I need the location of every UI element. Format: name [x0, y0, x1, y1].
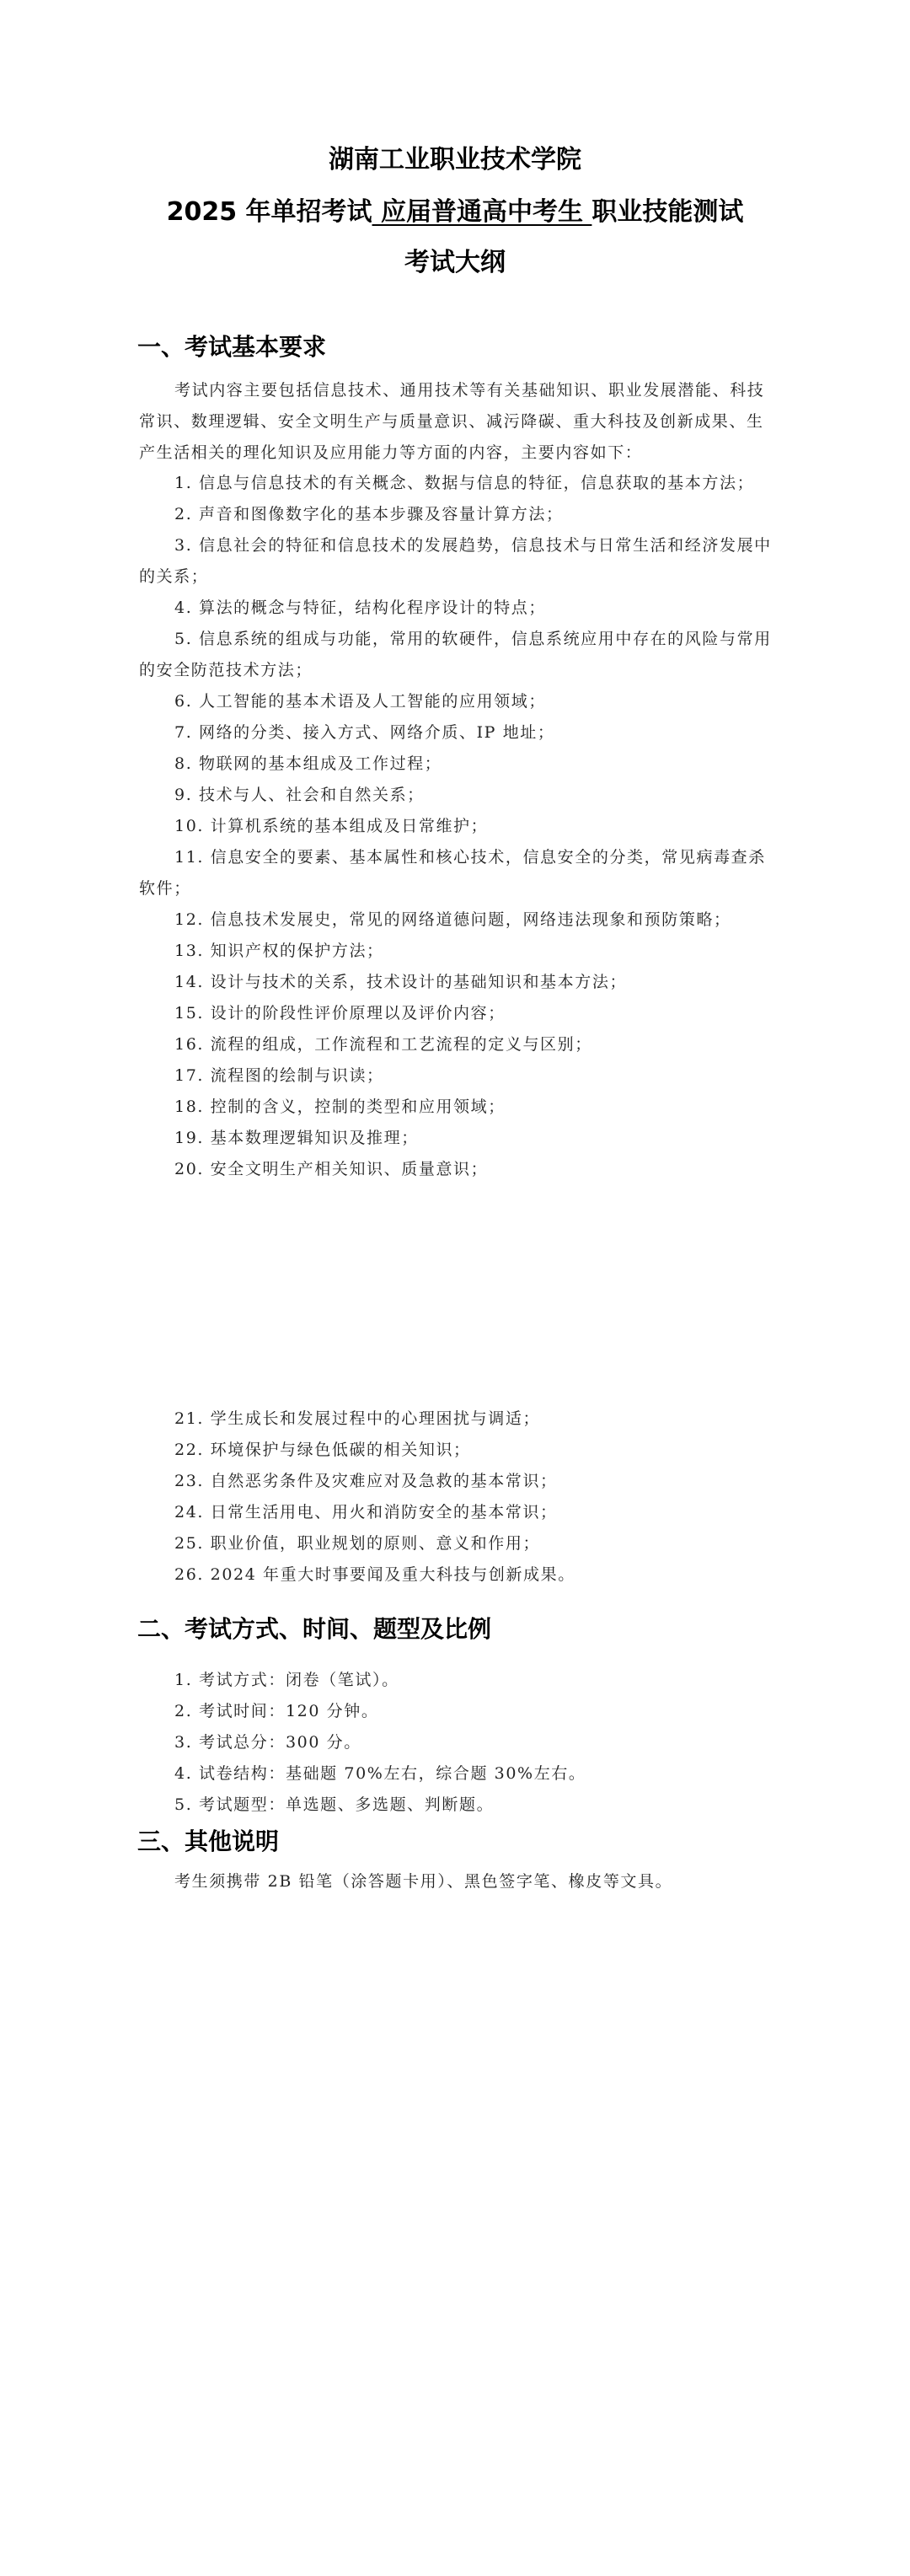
list-item: 2. 声音和图像数字化的基本步骤及容量计算方法；	[174, 505, 564, 523]
list-item: 5. 考试题型：单选题、多选题、判断题。	[174, 1795, 495, 1814]
subtitle-candidate-type: 应届普通高中考生	[372, 197, 592, 227]
section1-list-part1	[139, 468, 776, 1185]
institution-title: 湖南工业职业技术学院	[329, 145, 581, 174]
list-item: 20. 安全文明生产相关知识、质量意识；	[174, 1160, 489, 1178]
list-item: 19. 基本数理逻辑知识及推理；	[174, 1129, 419, 1147]
list-item: 24. 日常生活用电、用火和消防安全的基本常识；	[174, 1503, 558, 1521]
list-item: 1. 信息与信息技术的有关概念、数据与信息的特征，信息获取的基本方法；	[174, 474, 755, 492]
list-item: 3. 信息社会的特征和信息技术的发展趋势，信息技术与日常生活和经济发展中的关系；	[139, 536, 772, 586]
list-item: 13. 知识产权的保护方法；	[174, 942, 384, 960]
list-item: 10. 计算机系统的基本组成及日常维护；	[174, 817, 489, 835]
list-item: 6. 人工智能的基本术语及人工智能的应用领域；	[174, 692, 546, 711]
list-item: 26. 2024 年重大时事要闻及重大科技与创新成果。	[174, 1565, 575, 1584]
list-item: 12. 信息技术发展史，常见的网络道德问题，网络违法现象和预防策略；	[174, 910, 731, 929]
list-item: 4. 算法的概念与特征，结构化程序设计的特点；	[174, 598, 546, 617]
note-paragraph: 考生须携带 2B 铅笔（涂答题卡用）、黑色签字笔、橡皮等文具。	[174, 1872, 673, 1891]
section2-heading: 二、考试方式、时间、题型及比例	[137, 1615, 492, 1643]
intro-paragraph: 考试内容主要包括信息技术、通用技术等有关基础知识、职业发展潜能、科技常识、数理逻辑、安全文明生产与质量意识、减污降碳、重大科技及创新成果、生产生活相关的理化知识及应用能力等方面的内容，主要内容如下：	[139, 381, 765, 462]
list-item: 9. 技术与人、社会和自然关系；	[174, 786, 425, 804]
section1-heading: 一、考试基本要求	[137, 333, 327, 361]
list-item: 11. 信息安全的要素、基本属性和核心技术，信息安全的分类，常见病毒查杀软件；	[139, 848, 766, 898]
list-item: 22. 环境保护与绿色低碳的相关知识；	[174, 1441, 471, 1459]
list-item: 15. 设计的阶段性评价原理以及评价内容；	[174, 1004, 506, 1022]
list-item: 7. 网络的分类、接入方式、网络介质、IP 地址；	[174, 723, 555, 742]
list-item: 8. 物联网的基本组成及工作过程；	[174, 754, 442, 773]
list-item: 18. 控制的含义，控制的类型和应用领域；	[174, 1097, 506, 1116]
list-item: 21. 学生成长和发展过程中的心理困扰与调适；	[174, 1409, 541, 1428]
section1-list-part2	[139, 1403, 776, 1591]
section3-note	[139, 1866, 776, 1897]
subtitle-prefix: 2025 年单招考试	[166, 197, 372, 227]
list-item: 3. 考试总分：300 分。	[174, 1733, 361, 1752]
list-item: 2. 考试时间：120 分钟。	[174, 1702, 379, 1720]
list-item: 14. 设计与技术的关系，技术设计的基础知识和基本方法；	[174, 973, 628, 991]
list-item: 25. 职业价值，职业规划的原则、意义和作用；	[174, 1534, 541, 1553]
list-item: 1. 考试方式：闭卷（笔试）。	[174, 1671, 399, 1689]
section3-heading: 三、其他说明	[137, 1827, 280, 1855]
document-title: 考试大纲	[404, 248, 506, 277]
list-item: 16. 流程的组成，工作流程和工艺流程的定义与区别；	[174, 1035, 592, 1054]
section1-intro	[139, 375, 776, 469]
list-item: 4. 试卷结构：基础题 70%左右，综合题 30%左右。	[174, 1764, 586, 1783]
list-item: 23. 自然恶劣条件及灾难应对及急救的基本常识；	[174, 1472, 558, 1490]
section2-list	[139, 1665, 776, 1821]
list-item: 5. 信息系统的组成与功能，常用的软硬件，信息系统应用中存在的风险与常用的安全防范技术方法；	[139, 630, 772, 679]
subtitle-suffix: 职业技能测试	[592, 197, 744, 227]
exam-subtitle	[0, 196, 910, 229]
list-item: 17. 流程图的绘制与识读；	[174, 1066, 384, 1085]
